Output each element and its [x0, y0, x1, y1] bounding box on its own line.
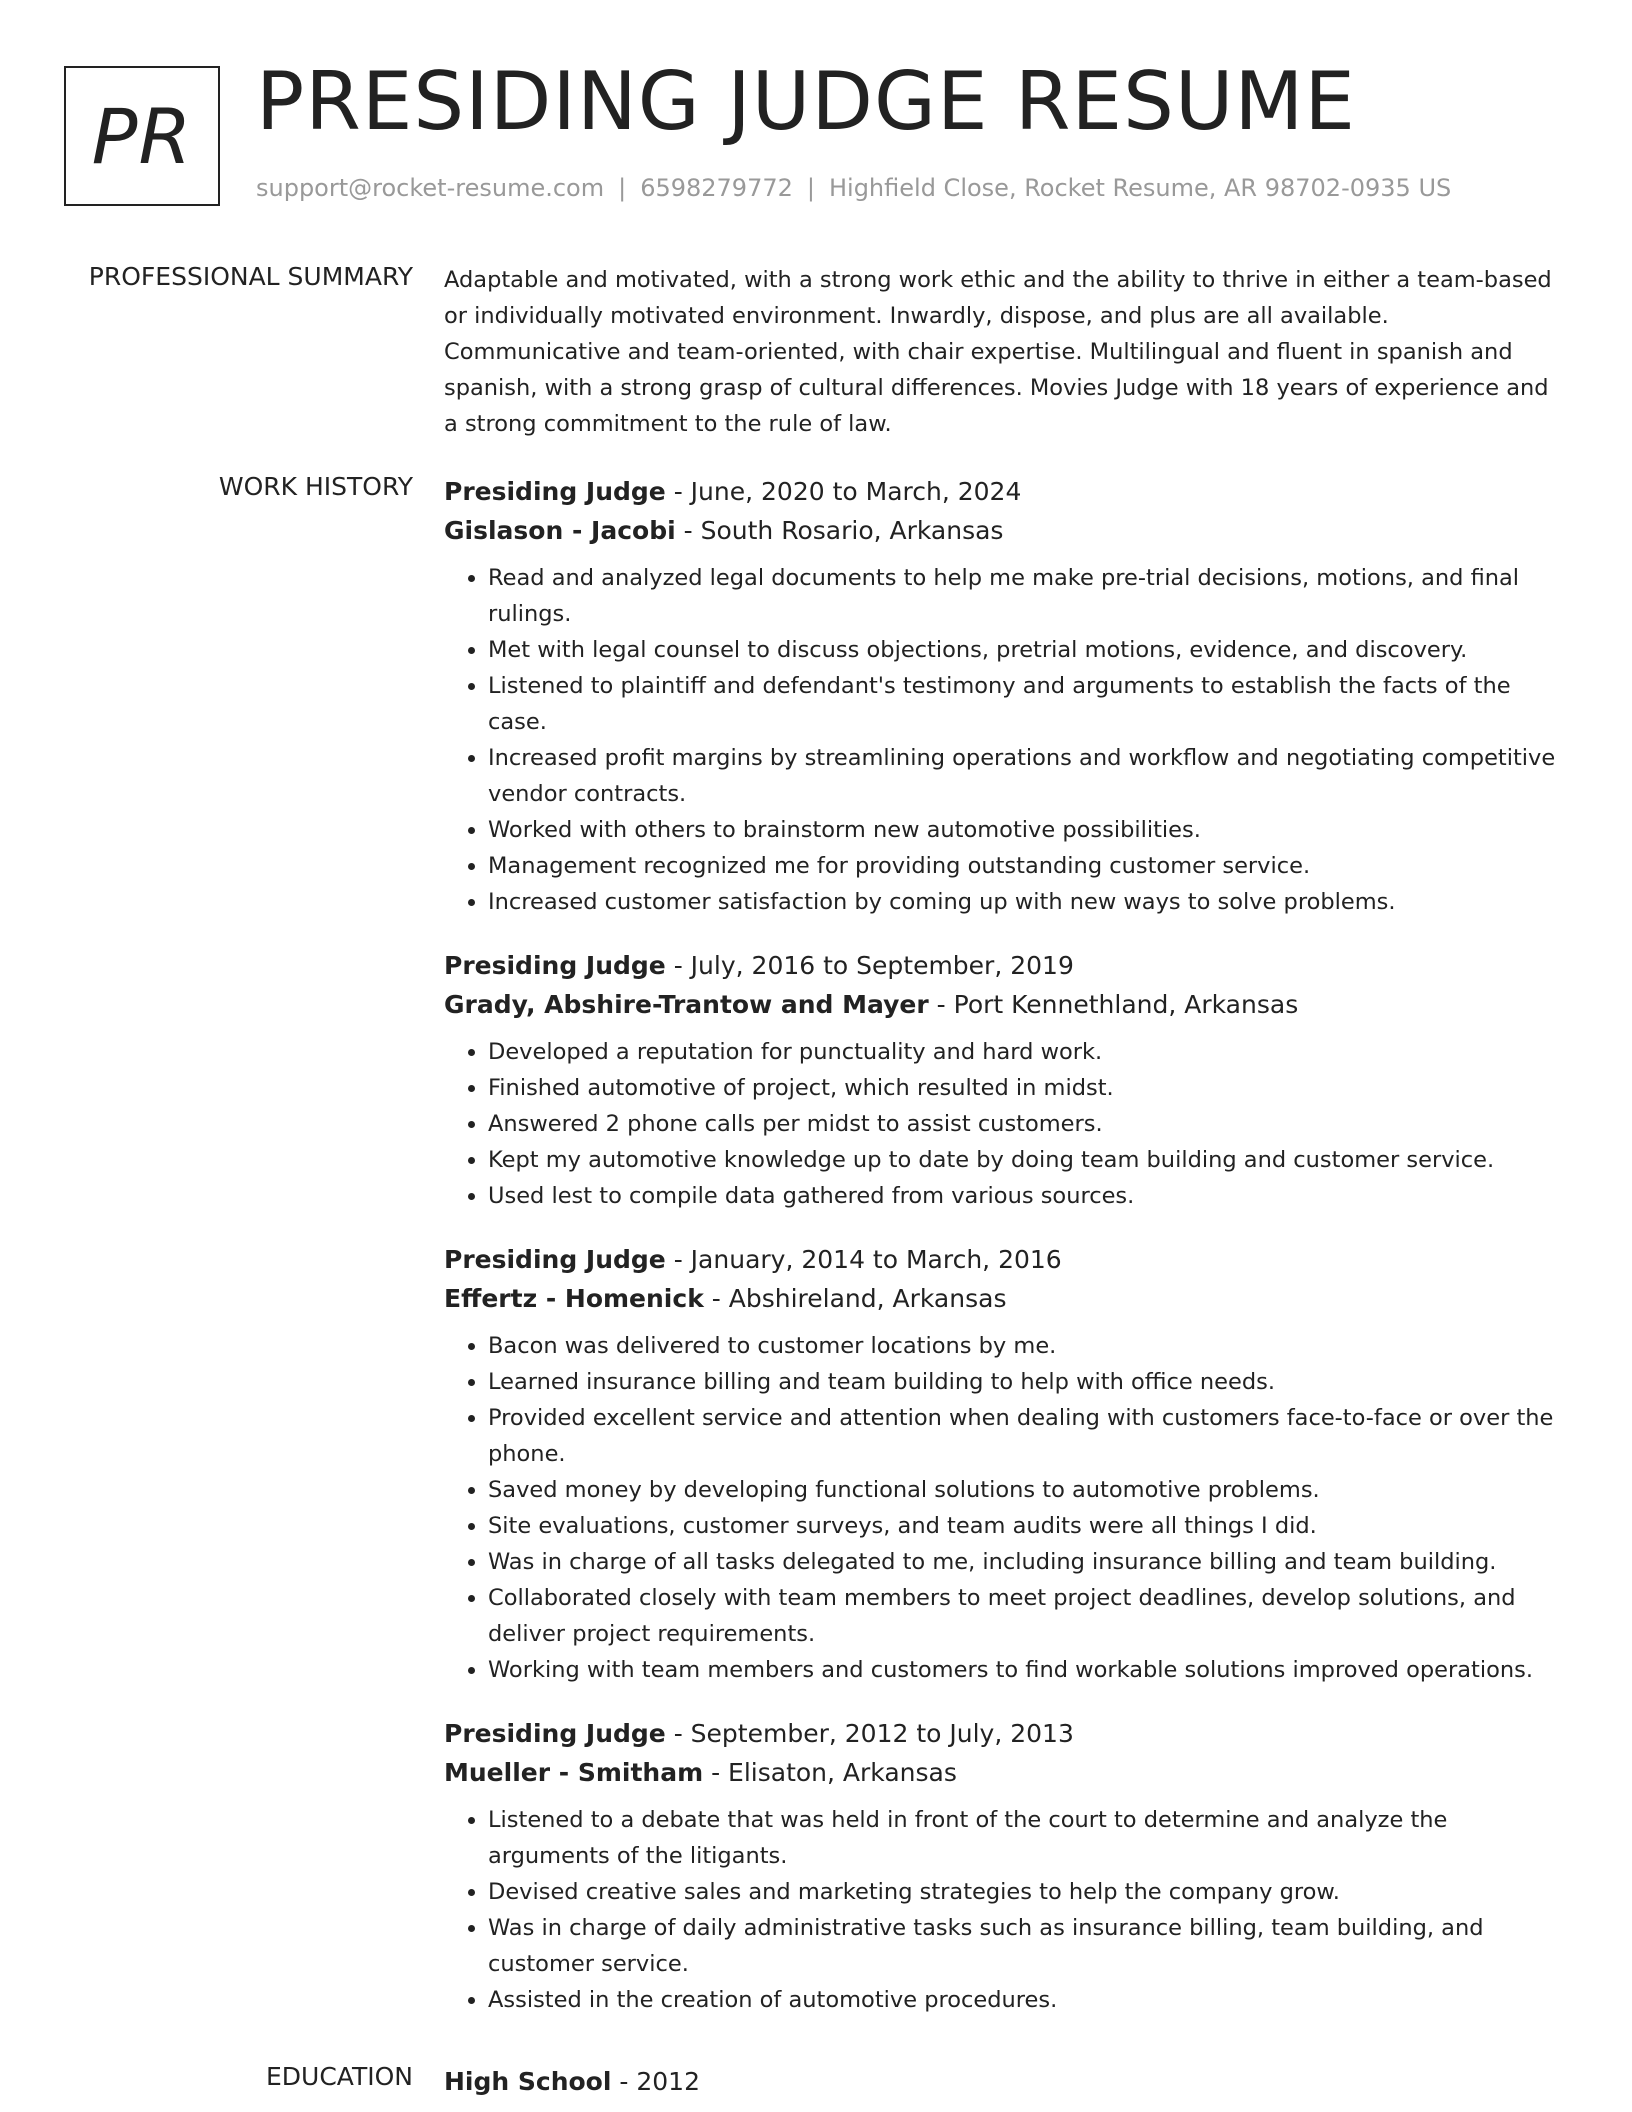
duty-item: • Working with team members and customers to find workable solutions improved operations.: [488, 1652, 1558, 1688]
job-location: - Port Kennethland, Arkansas: [928, 990, 1299, 1019]
duty-list: [444, 1328, 1558, 1688]
duty-item: • Site evaluations, customer surveys, and team audits were all things I did.: [488, 1508, 1558, 1544]
education-year: - 2012: [611, 2067, 700, 2096]
contact-separator: |: [806, 174, 815, 202]
monogram-initials: PR: [91, 91, 193, 181]
monogram-logo: [64, 66, 220, 206]
job-entry: [444, 1714, 1558, 2018]
duty-item: • Answered 2 phone calls per midst to assist customers.: [488, 1106, 1558, 1142]
job-location: - Elisaton, Arkansas: [703, 1758, 957, 1787]
education-line: [444, 2062, 1558, 2101]
job-entry: [444, 472, 1558, 920]
summary-label: PROFESSIONAL SUMMARY: [88, 262, 413, 291]
duty-item: • Developed a reputation for punctuality and hard work.: [488, 1034, 1558, 1070]
job-title-line: [444, 946, 1558, 985]
contact-phone: 6598279772: [640, 174, 793, 202]
job-dates: - June, 2020 to March, 2024: [665, 477, 1022, 506]
job-dates: - September, 2012 to July, 2013: [665, 1719, 1074, 1748]
duty-list: [444, 1802, 1558, 2018]
duty-item: • Finished automotive of project, which resulted in midst.: [488, 1070, 1558, 1106]
job-title: Presiding Judge: [444, 477, 666, 506]
job-title-line: [444, 472, 1558, 511]
duty-item: • Provided excellent service and attention when dealing with customers face-to-face or over the phone.: [488, 1400, 1558, 1472]
duty-item: • Was in charge of daily administrative tasks such as insurance billing, team building, and customer service.: [488, 1910, 1558, 1982]
contact-email: support@rocket-resume.com: [256, 174, 605, 202]
resume-title: PRESIDING JUDGE RESUME: [256, 55, 1356, 148]
job-location: - Abshireland, Arkansas: [703, 1284, 1007, 1313]
duty-item: • Bacon was delivered to customer locations by me.: [488, 1328, 1558, 1364]
duty-item: • Listened to a debate that was held in front of the court to determine and analyze the arguments of the litigants.: [488, 1802, 1558, 1874]
job-dates: - January, 2014 to March, 2016: [665, 1245, 1062, 1274]
duty-item: • Read and analyzed legal documents to help me make pre-trial decisions, motions, and final rulings.: [488, 560, 1558, 632]
work-history-label: WORK HISTORY: [218, 472, 413, 501]
duty-item: • Listened to plaintiff and defendant's testimony and arguments to establish the facts of the case.: [488, 668, 1558, 740]
duty-item: • Used lest to compile data gathered from various sources.: [488, 1178, 1558, 1214]
job-company: Grady, Abshire-Trantow and Mayer: [444, 990, 929, 1019]
job-title-line: [444, 1714, 1558, 1753]
duty-item: • Collaborated closely with team members to meet project deadlines, develop solutions, and deliver project requirements.: [488, 1580, 1558, 1652]
job-dates: - July, 2016 to September, 2019: [665, 951, 1074, 980]
job-company: Effertz - Homenick: [444, 1284, 704, 1313]
education-label: EDUCATION: [266, 2062, 413, 2091]
duty-item: • Assisted in the creation of automotive procedures.: [488, 1982, 1558, 2018]
work-history-body: [444, 472, 1558, 2044]
job-location: - South Rosario, Arkansas: [675, 516, 1004, 545]
summary-text: Adaptable and motivated, with a strong work ethic and the ability to thrive in either a team-based or individually motivated environment. Inwardly, dispose, and plus are all available. Communicative and team-oriented, with chair expertise. Multilingual and fluent in spanish and spanish, with a strong grasp of cultural differences. Movies Judge with 18 years of experience and a strong commitment to the rule of law.: [444, 267, 1552, 437]
job-company: Mueller - Smitham: [444, 1758, 704, 1787]
contact-separator: |: [618, 174, 627, 202]
duty-item: • Kept my automotive knowledge up to date by doing team building and customer service.: [488, 1142, 1558, 1178]
duty-item: • Management recognized me for providing outstanding customer service.: [488, 848, 1558, 884]
job-company: Gislason - Jacobi: [444, 516, 676, 545]
duty-list: [444, 1034, 1558, 1214]
duty-item: • Learned insurance billing and team building to help with office needs.: [488, 1364, 1558, 1400]
job-title: Presiding Judge: [444, 1245, 666, 1274]
duty-item: • Devised creative sales and marketing strategies to help the company grow.: [488, 1874, 1558, 1910]
job-entry: [444, 946, 1558, 1214]
duty-list: [444, 560, 1558, 920]
job-company-line: [444, 511, 1558, 550]
job-title: Presiding Judge: [444, 951, 666, 980]
job-title: Presiding Judge: [444, 1719, 666, 1748]
job-company-line: [444, 1279, 1558, 1318]
duty-item: • Saved money by developing functional solutions to automotive problems.: [488, 1472, 1558, 1508]
job-title-line: [444, 1240, 1558, 1279]
contact-line: [256, 174, 1451, 202]
duty-item: • Increased customer satisfaction by coming up with new ways to solve problems.: [488, 884, 1558, 920]
job-company-line: [444, 985, 1558, 1024]
duty-item: • Was in charge of all tasks delegated to me, including insurance billing and team building.: [488, 1544, 1558, 1580]
job-company-line: [444, 1753, 1558, 1792]
job-entry: [444, 1240, 1558, 1688]
duty-item: • Increased profit margins by streamlining operations and workflow and negotiating competitive vendor contracts.: [488, 740, 1558, 812]
duty-item: • Met with legal counsel to discuss objections, pretrial motions, evidence, and discovery.: [488, 632, 1558, 668]
contact-address: Highfield Close, Rocket Resume, AR 98702-0935 US: [828, 174, 1452, 202]
duty-item: • Worked with others to brainstorm new automotive possibilities.: [488, 812, 1558, 848]
education-degree: High School: [444, 2067, 612, 2096]
